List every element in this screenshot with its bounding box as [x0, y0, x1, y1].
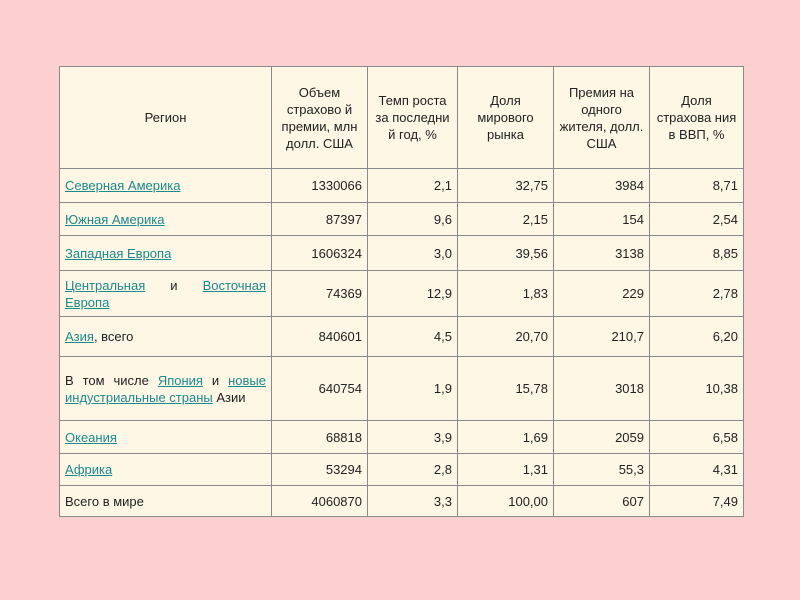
region-conjunction: и	[145, 277, 203, 293]
gdp-share-cell: 6,58	[650, 421, 744, 454]
region-link-asia[interactable]: Азия	[65, 329, 94, 344]
table-row	[60, 317, 744, 357]
region-cell	[60, 317, 272, 357]
growth-rate-cell: 3,9	[368, 421, 458, 454]
gdp-share-cell: 8,71	[650, 169, 744, 203]
header-row	[60, 67, 744, 169]
header-premium-volume: Объем страхово й премии, млн долл. США	[272, 67, 368, 169]
region-cell	[60, 236, 272, 271]
table-row	[60, 236, 744, 271]
header-growth-rate: Темп роста за последни й год, %	[368, 67, 458, 169]
premium-per-capita-cell: 2059	[554, 421, 650, 454]
growth-rate-cell: 2,1	[368, 169, 458, 203]
header-premium-per-capita: Премия на одного жителя, долл. США	[554, 67, 650, 169]
world-share-cell: 39,56	[458, 236, 554, 271]
gdp-share-cell: 2,78	[650, 271, 744, 317]
gdp-share-cell: 2,54	[650, 203, 744, 236]
insurance-market-table	[59, 66, 744, 517]
region-cell	[60, 454, 272, 486]
region-prefix: В том числе	[65, 372, 158, 388]
region-link-western-europe[interactable]: Западная Европа	[65, 245, 172, 261]
premium-volume-cell: 87397	[272, 203, 368, 236]
header-region: Регион	[60, 67, 272, 169]
gdp-share-cell: 8,85	[650, 236, 744, 271]
gdp-share-cell: 7,49	[650, 486, 744, 517]
table-row	[60, 421, 744, 454]
premium-volume-cell: 640754	[272, 357, 368, 421]
insurance-table-container	[59, 66, 743, 516]
world-share-cell: 100,00	[458, 486, 554, 517]
region-link-newly-industrialized[interactable]: новые индустриальные страны	[65, 372, 266, 405]
table-row	[60, 271, 744, 317]
table-row	[60, 169, 744, 203]
region-link-south-america[interactable]: Южная Америка	[65, 211, 165, 227]
premium-per-capita-cell: 229	[554, 271, 650, 317]
growth-rate-cell: 2,8	[368, 454, 458, 486]
premium-per-capita-cell: 55,3	[554, 454, 650, 486]
premium-per-capita-cell: 210,7	[554, 317, 650, 357]
world-share-cell: 2,15	[458, 203, 554, 236]
premium-volume-cell: 840601	[272, 317, 368, 357]
premium-volume-cell: 53294	[272, 454, 368, 486]
region-cell	[60, 421, 272, 454]
region-link-japan[interactable]: Япония	[157, 372, 203, 388]
world-share-cell: 32,75	[458, 169, 554, 203]
premium-per-capita-cell: 607	[554, 486, 650, 517]
region-cell-total: Всего в мире	[60, 486, 272, 517]
premium-volume-cell: 68818	[272, 421, 368, 454]
world-share-cell: 20,70	[458, 317, 554, 357]
region-conjunction: и	[202, 372, 229, 388]
growth-rate-cell: 12,9	[368, 271, 458, 317]
gdp-share-cell: 6,20	[650, 317, 744, 357]
premium-per-capita-cell: 3138	[554, 236, 650, 271]
region-cell	[60, 169, 272, 203]
premium-per-capita-cell: 3018	[554, 357, 650, 421]
table-row	[60, 454, 744, 486]
region-cell	[60, 271, 272, 317]
table-row	[60, 203, 744, 236]
premium-volume-cell: 1606324	[272, 236, 368, 271]
premium-per-capita-cell: 154	[554, 203, 650, 236]
premium-per-capita-cell: 3984	[554, 169, 650, 203]
growth-rate-cell: 1,9	[368, 357, 458, 421]
region-link-oceania[interactable]: Океания	[65, 429, 117, 445]
premium-volume-cell: 1330066	[272, 169, 368, 203]
growth-rate-cell: 3,3	[368, 486, 458, 517]
region-cell	[60, 203, 272, 236]
growth-rate-cell: 4,5	[368, 317, 458, 357]
world-share-cell: 15,78	[458, 357, 554, 421]
region-cell	[60, 357, 272, 421]
header-world-share: Доля мирового рынка	[458, 67, 554, 169]
premium-volume-cell: 74369	[272, 271, 368, 317]
gdp-share-cell: 4,31	[650, 454, 744, 486]
region-suffix: , всего	[93, 329, 134, 344]
region-link-africa[interactable]: Африка	[65, 462, 113, 477]
header-gdp-share: Доля страхова ния в ВВП, %	[650, 67, 744, 169]
world-share-cell: 1,83	[458, 271, 554, 317]
world-share-cell: 1,69	[458, 421, 554, 454]
table-row	[60, 357, 744, 421]
world-share-cell: 1,31	[458, 454, 554, 486]
region-link-eastern-europe[interactable]: Восточная Европа	[65, 277, 266, 310]
region-suffix: Азии	[212, 389, 246, 405]
region-link-central[interactable]: Центральная	[65, 277, 146, 293]
growth-rate-cell: 3,0	[368, 236, 458, 271]
gdp-share-cell: 10,38	[650, 357, 744, 421]
region-link-north-america[interactable]: Северная Америка	[65, 178, 181, 193]
table-row-total	[60, 486, 744, 517]
premium-volume-cell: 4060870	[272, 486, 368, 517]
growth-rate-cell: 9,6	[368, 203, 458, 236]
